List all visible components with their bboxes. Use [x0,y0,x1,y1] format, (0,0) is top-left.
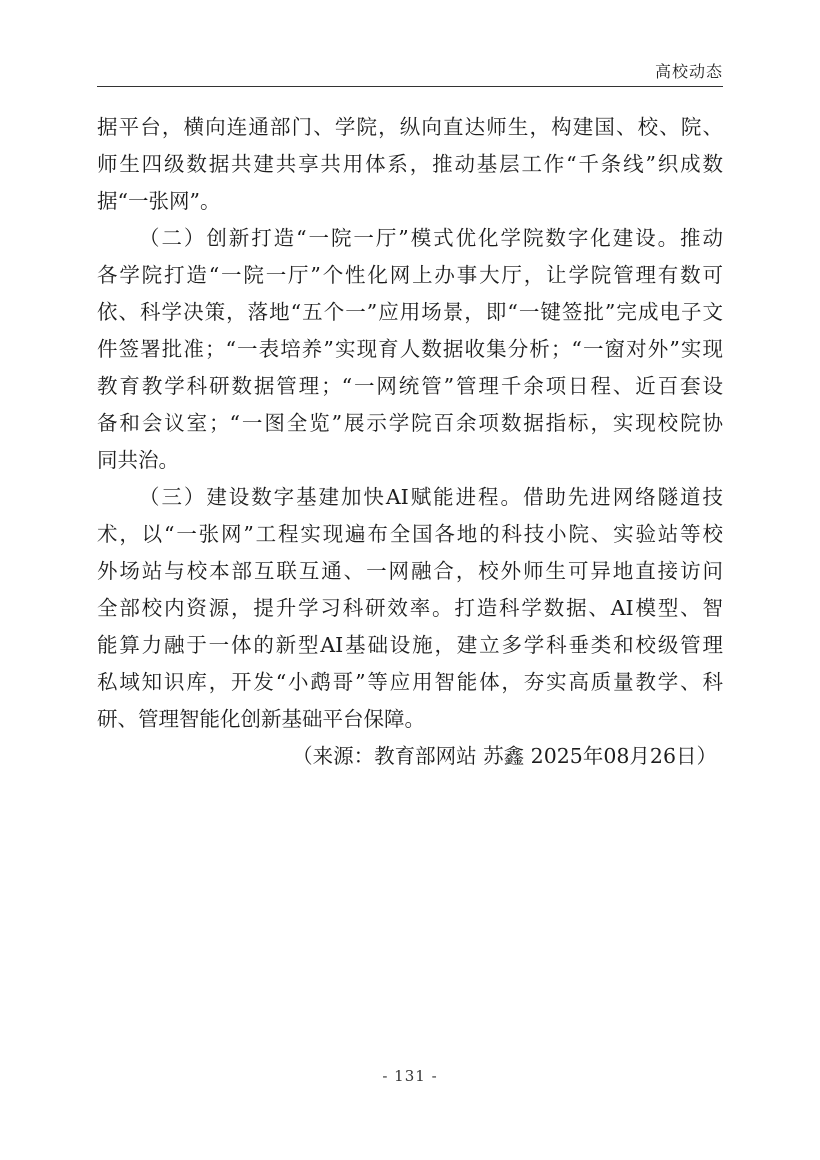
text-line: 件签署批准；“一表培养”实现育人数据收集分析；“一窗对外”实现 [97,337,723,361]
paragraph-heading-line: （三）建设数字基建加快AI赋能进程。借助先进网络隧道技 [139,485,723,509]
text-line: 据“一张网”。 [97,189,221,213]
text-line: 全部校内资源，提升学习科研效率。打造科学数据、AI模型、智 [97,596,723,620]
text-line: 依、科学决策，落地“五个一”应用场景，即“一键签批”完成电子文 [97,300,723,324]
text-line: 备和会议室；“一图全览”展示学院百余项数据指标，实现校院协 [97,411,723,435]
text-line: 教育教学科研数据管理；“一网统管”管理千余项日程、近百套设 [97,374,723,398]
text-line: 术，以“一张网”工程实现遍布全国各地的科技小院、实验站等校 [97,522,723,546]
source-attribution: （来源：教育部网站 苏鑫 2025年08月26日） [292,744,717,768]
paragraph-heading-line: （二）创新打造“一院一厅”模式优化学院数字化建设。推动 [139,226,723,250]
article-body [97,109,723,775]
running-header-title: 高校动态 [654,62,723,81]
text-line: 私域知识库，开发“小鹉哥”等应用智能体，夯实高质量教学、科 [97,670,723,694]
text-line: 研、管理智能化创新基础平台保障。 [97,707,425,731]
text-line: 据平台，横向连通部门、学院，纵向直达师生，构建国、校、院、 [97,115,723,139]
text-line: 师生四级数据共建共享共用体系，推动基层工作“千条线”织成数 [97,152,723,176]
page-number: - 131 - [382,1067,438,1085]
text-line: 各学院打造“一院一厅”个性化网上办事大厅，让学院管理有数可 [97,263,723,287]
text-line: 能算力融于一体的新型AI基础设施，建立多学科垂类和校级管理 [97,633,723,657]
text-line: 外场站与校本部互联互通、一网融合，校外师生可异地直接访问 [97,559,723,583]
text-line: 同共治。 [97,448,179,472]
header-divider [97,86,723,87]
